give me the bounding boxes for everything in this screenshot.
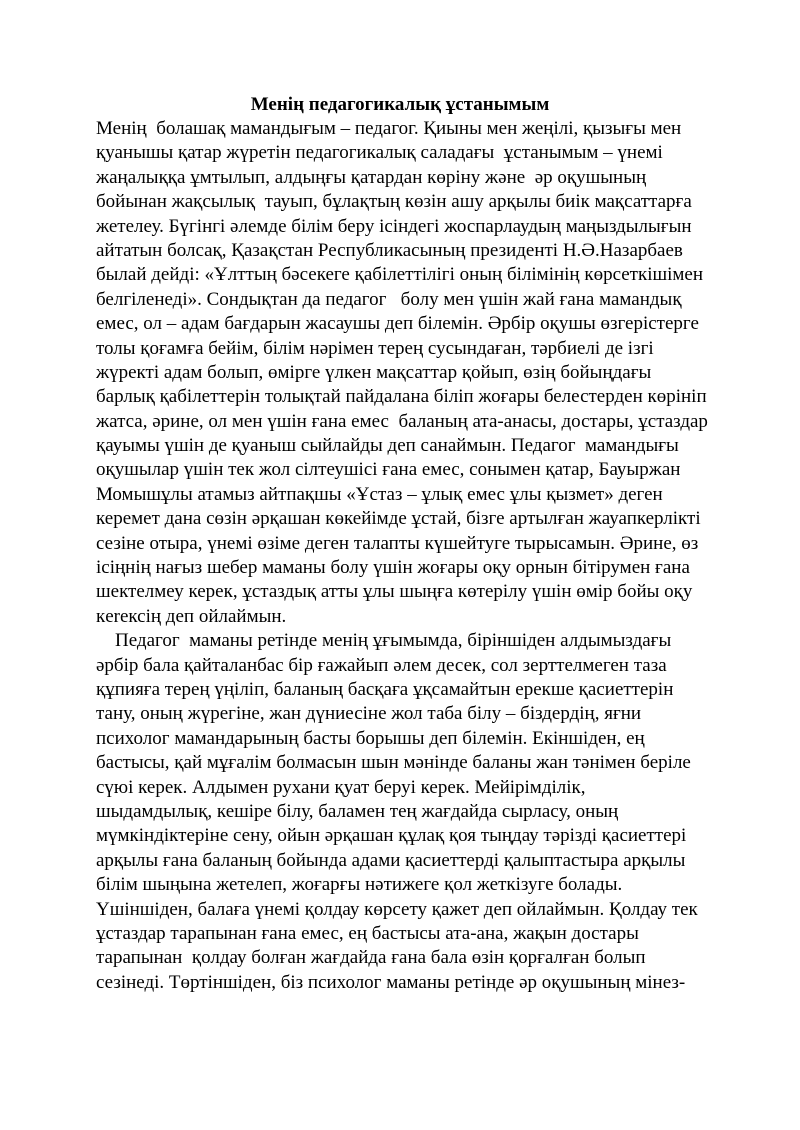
text-line: ұстаздар тарапынан ғана емес, ең бастысы ата-ана, жақын достары xyxy=(96,922,639,944)
text-line: сезінеді. Төртіншіден, біз психолог маманы ретінде әр оқушының мінез- xyxy=(96,971,686,993)
text-line: белгіленеді». Сондықтан да педагог болу мен үшін жай ғана мамандық xyxy=(96,288,682,310)
text-line: былай дейді: «Ұлттың бәсекеге қабілеттілігі оның білімінің көрсеткішімен xyxy=(96,264,704,286)
text-line: ісіңнің нағыз шебер маманы болу үшін жоғары оқу орнын бітірумен ғана xyxy=(96,557,690,579)
text-line: қауымы үшін де қуаныш сыйлайды деп санаймын. Педагог мамандығы xyxy=(96,435,679,457)
text-line: қуанышы қатар жүретін педагогикалық саладағы ұстанымым – үнемі xyxy=(96,142,663,164)
text-line: Менің болашақ мамандығым – педагог. Қиыны мен жеңілі, қызығы мен xyxy=(96,118,682,139)
text-line: бастысы, қай мұғалім болмасын шын мәнінде баланы жан тәнімен беріле xyxy=(96,752,691,774)
text-line: тану, оның жүрегіне, жан дүниесіне жол таба білу – біздердің, яғни xyxy=(96,703,642,725)
text-line: психолог мамандарының басты борышы деп білемін. Екіншіден, ең xyxy=(96,727,645,749)
text-line: кereксің деп ойлаймын. xyxy=(96,605,287,627)
text-line: емес, ол – адам бағдарын жасаушы деп білемін. Әрбір оқушы өзгерістерге xyxy=(96,313,699,335)
text-line: толы қоғамға бейім, білім нәрімен терең сусындаған, тәрбиелі де ізгі xyxy=(96,337,654,359)
text-line: білім шыңына жетелеп, жоғарғы нәтижеге қол жеткізуге болады. xyxy=(96,874,623,896)
text-line: шектелмеу керек, ұстаздық атты ұлы шыңға көтерілу үшін өмір бойы оқу xyxy=(96,581,693,603)
text-line: жатса, әрине, ол мен үшін ғана емес баланың ата-анасы, достары, ұстаздар xyxy=(96,410,708,432)
text-line: керемет дана сөзін әрқашан көкейімде ұстай, бізге артылған жауапкерлікті xyxy=(96,508,701,530)
document-title: Менің педагогикалық ұстанымым xyxy=(250,94,550,115)
text-line: бойынан жақсылық тауып, бұлақтың көзін ашу арқылы биік мақсаттарға xyxy=(96,191,692,213)
text-line: сүюі керек. Алдымен рухани қуат беруі керек. Мейірімділік, xyxy=(96,776,586,798)
text-line: мүмкіндіктеріне сену, ойын әрқашан құлақ қоя тыңдау тәрізді қасиеттері xyxy=(96,825,687,847)
text-line: шыдамдылық, кешіре білу, баламен тең жағдайда сырласу, оның xyxy=(96,800,619,822)
text-line: құпияға терең үңіліп, баланың басқаға ұқсамайтын ерекше қасиеттерін xyxy=(96,678,674,700)
text-line: жетелеу. Бүгінгі әлемде білім беру ісіндегі жоспарлаудың маңыздылығын xyxy=(96,215,692,237)
document-body xyxy=(96,117,716,995)
text-line: Момышұлы атамыз айтпақшы «Ұстаз – ұлық емес ұлы қызмет» деген xyxy=(96,483,663,505)
text-line: барлық қабілеттерін толықтай пайдалана біліп жоғары белестерден көрініп xyxy=(96,386,707,408)
text-line: тарапынан қолдау болған жағдайда ғана бала өзін қорғалған болып xyxy=(96,947,646,969)
text-line: арқылы ғана баланың бойында адами қасиеттерді қалыптастыра арқылы xyxy=(96,849,686,871)
text-line: жүректі адам болып, өмірге үлкен мақсаттар қойып, өзің бойыңдағы xyxy=(96,361,652,383)
text-line: сезіне отыра, үнемі өзіме деген талапты күшейтуге тырысамын. Әрине, өз xyxy=(96,532,699,554)
text-line: Үшіншіден, балаға үнемі қолдау көрсету қажет деп ойлаймын. Қолдау тек xyxy=(96,898,698,920)
text-line: Педагог маманы ретінде менің ұғымымда, біріншіден алдымыздағы xyxy=(96,630,672,652)
text-line: әрбір бала қайталанбас бір ғажайып әлем десек, сол зерттелмеген таза xyxy=(96,654,667,676)
text-line: жаңалыққа ұмтылып, алдыңғы қатардан көріну және әр оқушының xyxy=(96,166,647,188)
text-line: айтатын болсақ, Қазақстан Республикасының президенті Н.Ә.Назарбаев xyxy=(96,239,683,261)
text-line: оқушылар үшін тек жол сілтеушісі ғана емес, сонымен қатар, Бауыржан xyxy=(96,459,681,481)
